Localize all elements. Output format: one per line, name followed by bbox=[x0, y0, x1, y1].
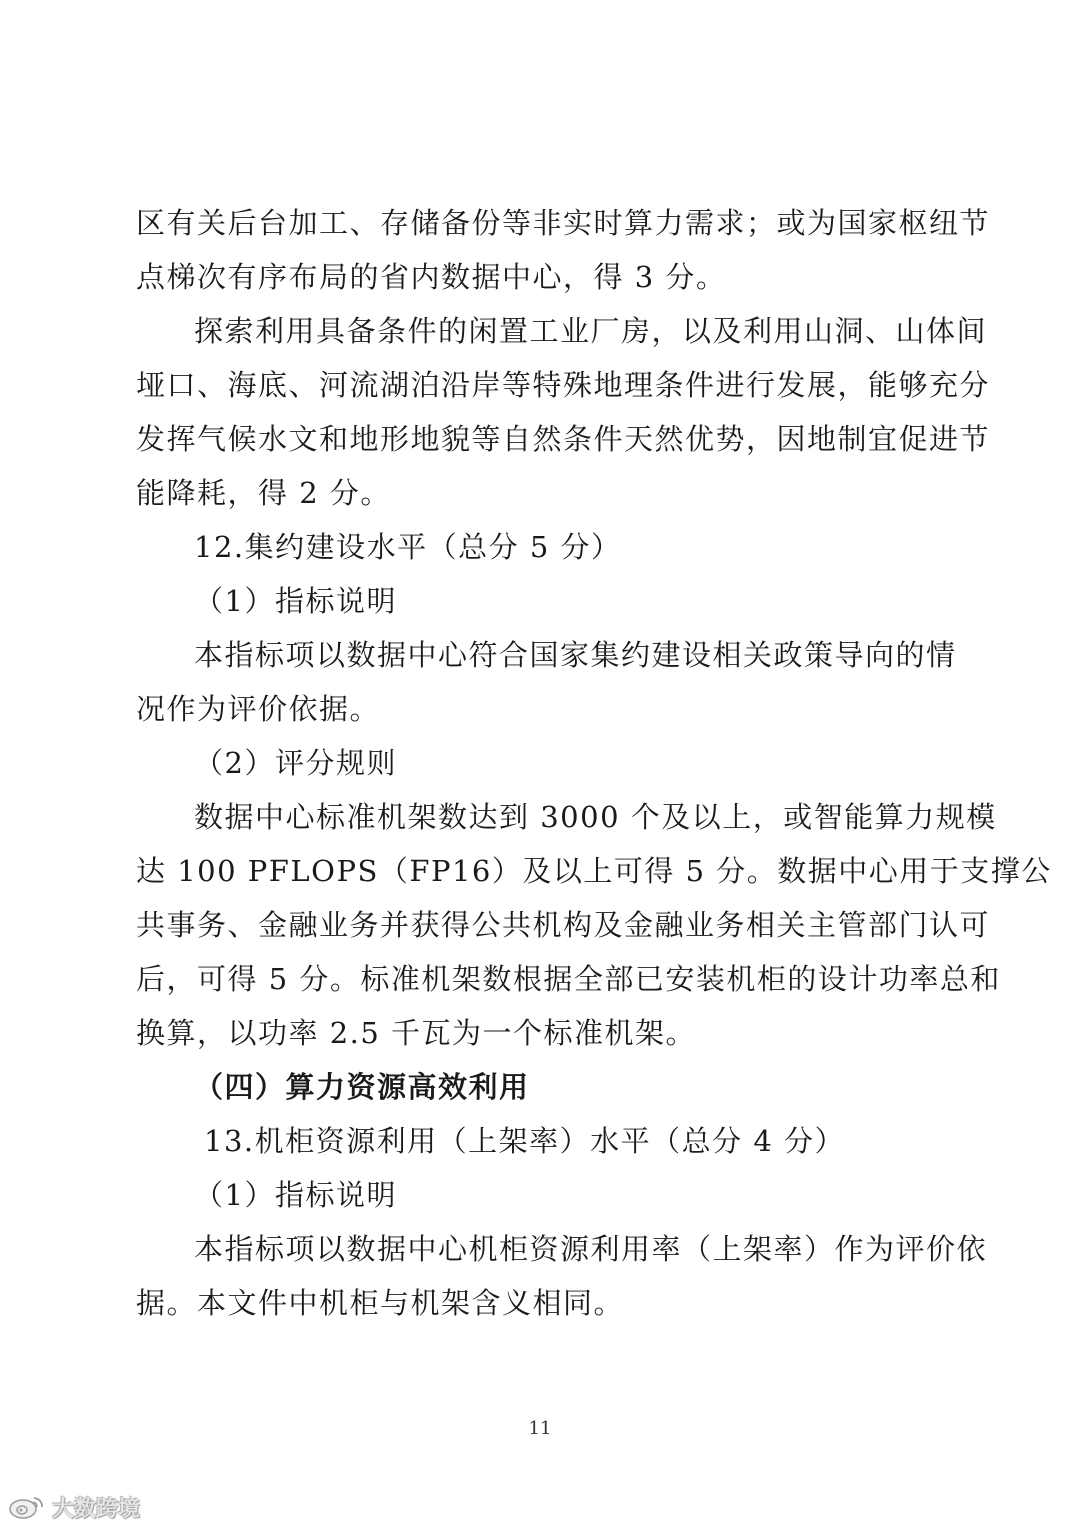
section-heading: 13.机柜资源利用（上架率）水平（总分 4 分） bbox=[204, 1124, 846, 1158]
watermark bbox=[8, 1493, 140, 1521]
paragraph-line: 据。本文件中机柜与机架含义相同。 bbox=[136, 1286, 625, 1320]
paragraph-line: 况作为评价依据。 bbox=[136, 692, 381, 726]
chapter-heading: （四）算力资源高效利用 bbox=[194, 1070, 530, 1104]
paragraph-line: 区有关后台加工、存储备份等非实时算力需求；或为国家枢纽节 bbox=[136, 206, 991, 240]
paragraph-line: 点梯次有序布局的省内数据中心，得 3 分。 bbox=[136, 260, 727, 294]
subsection-heading: （2）评分规则 bbox=[194, 746, 397, 780]
paragraph-line: 共事务、金融业务并获得公共机构及金融业务相关主管部门认可 bbox=[136, 908, 991, 942]
paragraph-line: 达 100 PFLOPS（FP16）及以上可得 5 分。数据中心用于支撑公 bbox=[136, 854, 1052, 888]
page-number: 11 bbox=[528, 1418, 552, 1439]
paragraph-line: 能降耗，得 2 分。 bbox=[136, 476, 391, 510]
paragraph-line: 后，可得 5 分。标准机架数根据全部已安装机柜的设计功率总和 bbox=[136, 962, 1001, 996]
subsection-heading: （1）指标说明 bbox=[194, 584, 397, 618]
subsection-heading: （1）指标说明 bbox=[194, 1178, 397, 1212]
paragraph-line: 本指标项以数据中心机柜资源利用率（上架率）作为评价依 bbox=[194, 1232, 988, 1266]
section-heading: 12.集约建设水平（总分 5 分） bbox=[194, 530, 622, 564]
paragraph-line: 发挥气候水文和地形地貌等自然条件天然优势，因地制宜促进节 bbox=[136, 422, 991, 456]
paragraph-line: 数据中心标准机架数达到 3000 个及以上，或智能算力规模 bbox=[194, 800, 997, 834]
paragraph-line: 垭口、海底、河流湖泊沿岸等特殊地理条件进行发展，能够充分 bbox=[136, 368, 991, 402]
paragraph-line: 本指标项以数据中心符合国家集约建设相关政策导向的情 bbox=[194, 638, 957, 672]
weibo-logo-icon bbox=[8, 1494, 46, 1520]
paragraph-line: 换算，以功率 2.5 千瓦为一个标准机架。 bbox=[136, 1016, 697, 1050]
watermark-text: 大数跨境 bbox=[52, 1496, 141, 1522]
paragraph-line: 探索利用具备条件的闲置工业厂房，以及利用山洞、山体间 bbox=[194, 314, 988, 348]
